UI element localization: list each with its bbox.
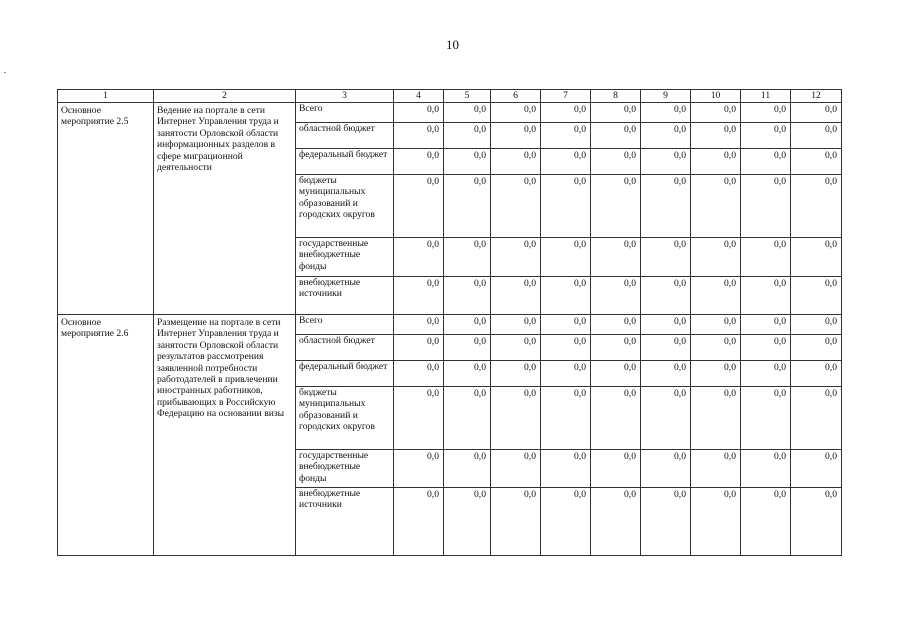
value-cell: 0,0 [444,361,491,387]
funding-source-cell: государственные внебюджетные фонды [296,238,394,277]
value-cell: 0,0 [591,277,641,315]
table-row [58,103,842,123]
table-row [58,315,842,335]
page-number: 10 [446,37,459,52]
value-cell: 0,0 [394,238,444,277]
value-cell: 0,0 [541,103,591,123]
value-cell: 0,0 [491,103,541,123]
column-header: 11 [741,90,791,103]
value-cell: 0,0 [444,238,491,277]
value-cell: 0,0 [741,361,791,387]
value-cell: 0,0 [791,361,842,387]
value-cell: 0,0 [741,387,791,450]
value-cell: 0,0 [641,149,691,175]
column-header: 2 [154,90,296,103]
column-header: 8 [591,90,641,103]
value-cell: 0,0 [791,149,842,175]
value-cell: 0,0 [641,238,691,277]
value-cell: 0,0 [791,387,842,450]
value-cell: 0,0 [741,488,791,556]
value-cell: 0,0 [394,175,444,238]
value-cell: 0,0 [541,277,591,315]
value-cell: 0,0 [541,335,591,361]
value-cell: 0,0 [641,103,691,123]
funding-source-cell: областной бюджет [296,335,394,361]
value-cell: 0,0 [394,277,444,315]
value-cell: 0,0 [591,315,641,335]
value-cell: 0,0 [741,175,791,238]
activity-cell: Основное мероприятие 2.6 [58,315,154,556]
value-cell: 0,0 [691,315,741,335]
value-cell: 0,0 [491,277,541,315]
value-cell: 0,0 [641,488,691,556]
value-cell: 0,0 [444,335,491,361]
value-cell: 0,0 [541,488,591,556]
description-cell: Ведение на портале в сети Интернет Управления труда и занятости Орловской области информационных разделов в сфере миграционной деятельности [154,103,296,315]
value-cell: 0,0 [394,123,444,149]
value-cell: 0,0 [591,103,641,123]
value-cell: 0,0 [491,387,541,450]
funding-source-cell: федеральный бюджет [296,361,394,387]
value-cell: 0,0 [591,149,641,175]
value-cell: 0,0 [394,361,444,387]
value-cell: 0,0 [444,175,491,238]
value-cell: 0,0 [491,149,541,175]
value-cell: 0,0 [591,450,641,488]
value-cell: 0,0 [394,149,444,175]
value-cell: 0,0 [741,315,791,335]
value-cell: 0,0 [691,361,741,387]
value-cell: 0,0 [491,450,541,488]
value-cell: 0,0 [691,387,741,450]
value-cell: 0,0 [641,315,691,335]
funding-source-cell: бюджеты муниципальных образований и городских округов [296,387,394,450]
value-cell: 0,0 [641,123,691,149]
value-cell: 0,0 [444,277,491,315]
value-cell: 0,0 [394,450,444,488]
value-cell: 0,0 [394,488,444,556]
value-cell: 0,0 [444,123,491,149]
value-cell: 0,0 [591,238,641,277]
value-cell: 0,0 [741,238,791,277]
value-cell: 0,0 [691,277,741,315]
value-cell: 0,0 [541,175,591,238]
value-cell: 0,0 [541,361,591,387]
value-cell: 0,0 [541,123,591,149]
funding-source-cell: Всего [296,103,394,123]
budget-table [57,89,842,556]
column-header: 4 [394,90,444,103]
value-cell: 0,0 [591,175,641,238]
column-header: 9 [641,90,691,103]
value-cell: 0,0 [394,103,444,123]
funding-source-cell: федеральный бюджет [296,149,394,175]
value-cell: 0,0 [444,149,491,175]
value-cell: 0,0 [491,335,541,361]
value-cell: 0,0 [591,387,641,450]
column-header: 10 [691,90,741,103]
value-cell: 0,0 [444,488,491,556]
value-cell: 0,0 [741,277,791,315]
funding-source-cell: государственные внебюджетные фонды [296,450,394,488]
value-cell: 0,0 [541,149,591,175]
funding-source-cell: бюджеты муниципальных образований и городских округов [296,175,394,238]
column-header: 7 [541,90,591,103]
value-cell: 0,0 [641,450,691,488]
value-cell: 0,0 [541,238,591,277]
value-cell: 0,0 [691,103,741,123]
value-cell: 0,0 [691,335,741,361]
value-cell: 0,0 [491,315,541,335]
description-cell: Размещение на портале в сети Интернет Управления труда и занятости Орловской области результатов рассмотрения заявленной потребности работодателей в привлечении иностранных работников, прибывающих в Российскую Федерацию на основании визы [154,315,296,556]
column-header: 1 [58,90,154,103]
funding-source-cell: внебюджетные источники [296,488,394,556]
value-cell: 0,0 [394,335,444,361]
value-cell: 0,0 [641,387,691,450]
value-cell: 0,0 [791,335,842,361]
value-cell: 0,0 [541,387,591,450]
value-cell: 0,0 [791,315,842,335]
column-header: 12 [791,90,842,103]
value-cell: 0,0 [394,387,444,450]
value-cell: 0,0 [791,175,842,238]
value-cell: 0,0 [741,123,791,149]
value-cell: 0,0 [741,335,791,361]
column-header: 5 [444,90,491,103]
scan-speck [4,72,6,73]
value-cell: 0,0 [691,149,741,175]
value-cell: 0,0 [641,175,691,238]
value-cell: 0,0 [591,488,641,556]
value-cell: 0,0 [444,387,491,450]
value-cell: 0,0 [491,238,541,277]
value-cell: 0,0 [491,361,541,387]
value-cell: 0,0 [591,361,641,387]
value-cell: 0,0 [791,488,842,556]
value-cell: 0,0 [641,361,691,387]
value-cell: 0,0 [741,103,791,123]
value-cell: 0,0 [641,335,691,361]
value-cell: 0,0 [791,450,842,488]
value-cell: 0,0 [444,103,491,123]
value-cell: 0,0 [541,450,591,488]
value-cell: 0,0 [741,149,791,175]
value-cell: 0,0 [444,315,491,335]
funding-source-cell: областной бюджет [296,123,394,149]
header-row [58,90,842,103]
value-cell: 0,0 [691,488,741,556]
funding-source-cell: внебюджетные источники [296,277,394,315]
value-cell: 0,0 [741,450,791,488]
value-cell: 0,0 [691,238,741,277]
value-cell: 0,0 [791,238,842,277]
value-cell: 0,0 [394,315,444,335]
value-cell: 0,0 [541,315,591,335]
value-cell: 0,0 [791,123,842,149]
activity-cell: Основное мероприятие 2.5 [58,103,154,315]
value-cell: 0,0 [691,175,741,238]
column-header: 3 [296,90,394,103]
funding-source-cell: Всего [296,315,394,335]
value-cell: 0,0 [691,450,741,488]
value-cell: 0,0 [591,335,641,361]
value-cell: 0,0 [444,450,491,488]
value-cell: 0,0 [591,123,641,149]
column-header: 6 [491,90,541,103]
value-cell: 0,0 [791,103,842,123]
value-cell: 0,0 [491,175,541,238]
value-cell: 0,0 [791,277,842,315]
value-cell: 0,0 [691,123,741,149]
value-cell: 0,0 [491,123,541,149]
value-cell: 0,0 [491,488,541,556]
value-cell: 0,0 [641,277,691,315]
